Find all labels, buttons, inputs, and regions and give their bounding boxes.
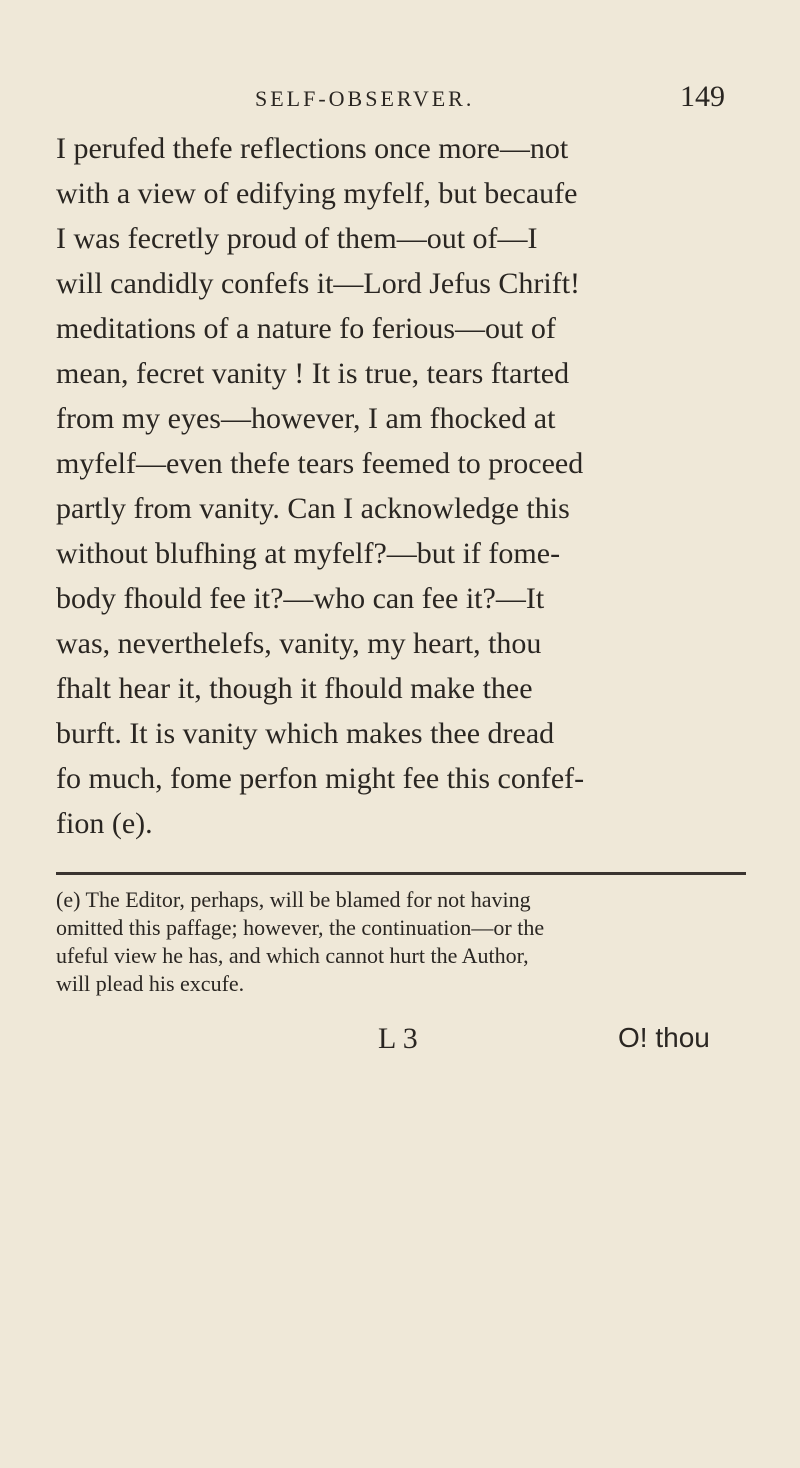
body-line: fion (e). [56,807,153,840]
body-line: partly from vanity. Can I acknowledge this [56,492,570,525]
body-line: fo much, fome perfon might fee this confef- [56,762,585,795]
catchword: O! thou [618,1022,710,1053]
signature-mark: L 3 [378,1022,418,1055]
body-line: I perufed thefe reflections once more—not [56,132,569,165]
body-line: myfelf—even thefe tears feemed to proceed [56,447,584,480]
footnote-line: ufeful view he has, and which cannot hurt the Author, [56,943,529,968]
body-line: fhalt hear it, though it fhould make thee [56,672,533,705]
footnote-line: omitted this paffage; however, the continuation—or the [56,915,545,940]
body-line: with a view of edifying myfelf, but becaufe [56,177,578,210]
body-line: was, neverthelefs, vanity, my heart, thou [56,627,542,660]
footnote-rule [56,872,746,875]
body-line: burft. It is vanity which makes thee dread [56,717,555,750]
footnote-line: will plead his excufe. [56,971,245,996]
body-line: meditations of a nature fo ferious—out of [56,312,556,345]
body-line: from my eyes—however, I am fhocked at [56,402,556,435]
body-line: body fhould fee it?—who can fee it?—It [56,582,545,615]
body-line: will candidly confefs it—Lord Jefus Chrift! [56,267,581,300]
footnote-line: (e) The Editor, perhaps, will be blamed for not having [56,887,531,912]
body-line: I was fecretly proud of them—out of—I [56,222,538,255]
running-head: SELF-OBSERVER. [255,86,475,111]
page-number: 149 [680,80,725,113]
body-line: mean, fecret vanity ! It is true, tears ftarted [56,357,570,390]
body-line: without blufhing at myfelf?—but if fome- [56,537,561,570]
